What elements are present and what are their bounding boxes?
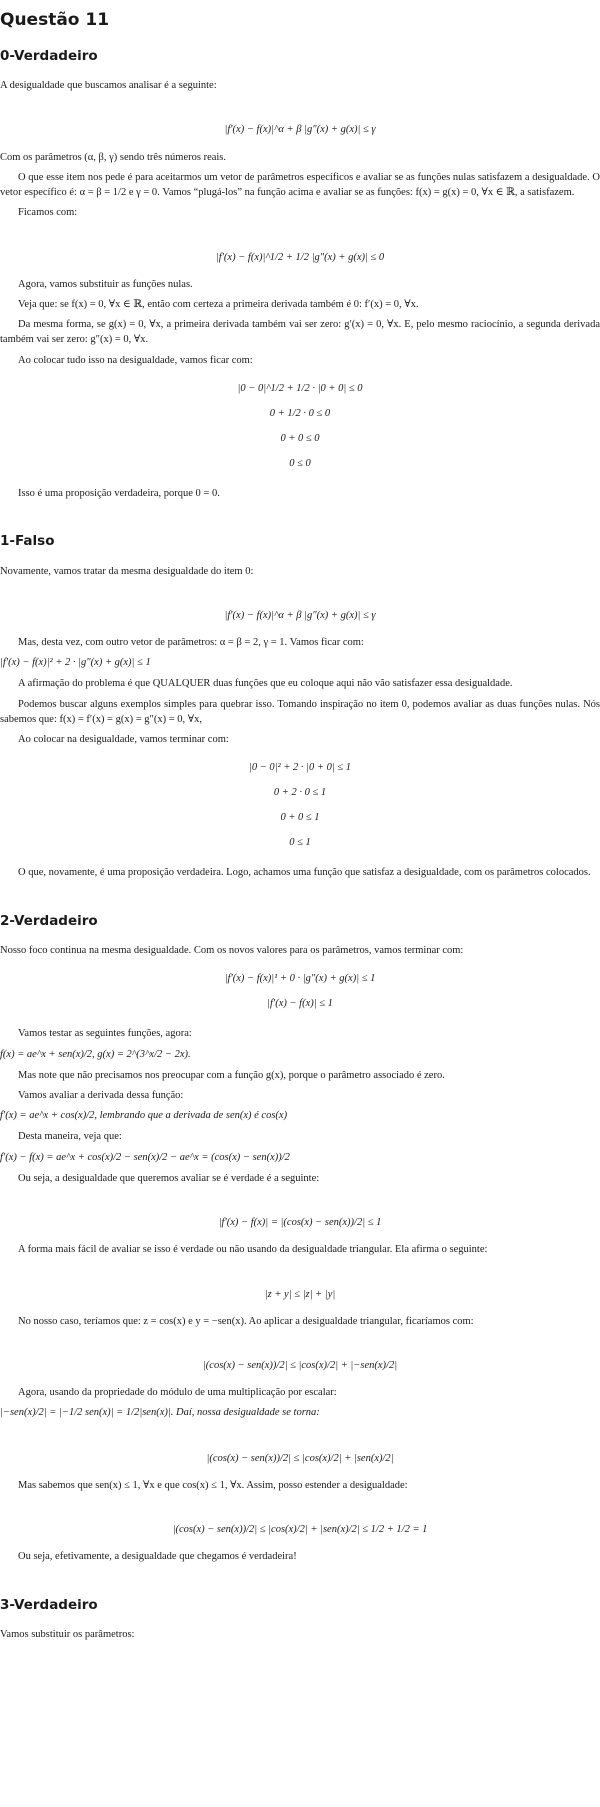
paragraph: Ao colocar na desigualdade, vamos terminar com:: [18, 734, 229, 746]
equation: f′(x) = ae^x + cos(x)/2, lembrando que a derivada de sen(x) é cos(x): [0, 1110, 288, 1122]
paragraph: O que, novamente, é uma proposição verdadeira. Logo, achamos uma função que satisfaz a desigualdade, com os parâmetros colocados.: [18, 867, 591, 879]
page-title: Questão 11: [0, 10, 110, 30]
equation-block: [0, 755, 600, 855]
paragraph: Vamos substituir os parâmetros:: [0, 1629, 135, 1641]
section-heading-2: 2-Verdadeiro: [0, 912, 98, 929]
paragraph: Da mesma forma, se g(x) = 0, ∀x, a primeira derivada também vai ser zero: g′(x) = 0, ∀x. E, pelo mesmo raciocínio, a segunda derivada também vai ser zero: g″(x) = 0, ∀x.: [0, 319, 600, 346]
section-heading-1: 1-Falso: [0, 533, 55, 550]
equation-line: 0 + 0 ≤ 0: [280, 432, 320, 444]
paragraph: Agora, usando da propriedade do módulo de uma multiplicação por escalar:: [18, 1387, 337, 1399]
equation: |f′(x) − f(x)|^α + β |g″(x) + g(x)| ≤ γ: [224, 609, 376, 621]
paragraph: Vamos testar as seguintes funções, agora:: [18, 1028, 192, 1040]
paragraph: Mas note que não precisamos nos preocupar com a função g(x), porque o parâmetro associado é zero.: [18, 1069, 445, 1081]
equation: f′(x) − f(x) = ae^x + cos(x)/2 − sen(x)/2 − ae^x = (cos(x) − sen(x))/2: [0, 1151, 290, 1163]
paragraph: No nosso caso, teríamos que: z = cos(x) e y = −sen(x). Ao aplicar a desigualdade triangular, ficaríamos com:: [18, 1315, 474, 1327]
equation-line: 0 ≤ 0: [289, 457, 311, 469]
paragraph: Nosso foco continua na mesma desigualdade. Com os novos valores para os parâmetros, vamos terminar com:: [0, 945, 464, 957]
equation-line: 0 ≤ 1: [289, 837, 311, 849]
paragraph: Mas sabemos que sen(x) ≤ 1, ∀x e que cos(x) ≤ 1, ∀x. Assim, posso estender a desigualdade:: [18, 1479, 408, 1491]
paragraph: Novamente, vamos tratar da mesma desigualdade do item 0:: [0, 565, 254, 577]
paragraph: Podemos buscar alguns exemplos simples para quebrar isso. Tomando inspiração no item 0, podemos avaliar as duas funções nulas. Nós sabemos que: f(x) = f′(x) = g(x) = g″(x) = 0, ∀x,: [0, 698, 600, 725]
equation: |z + y| ≤ |z| + |y|: [264, 1288, 336, 1300]
paragraph: Ou seja, efetivamente, a desigualdade que chegamos é verdadeira!: [18, 1551, 297, 1563]
paragraph: A desigualdade que buscamos analisar é a seguinte:: [0, 80, 217, 92]
paragraph: Ficamos com:: [18, 207, 78, 219]
equation-line: 0 + 1/2 · 0 ≤ 0: [269, 407, 331, 419]
paragraph: Desta maneira, veja que:: [18, 1131, 122, 1143]
paragraph: Isso é uma proposição verdadeira, porque 0 = 0.: [18, 487, 220, 499]
paragraph: O que esse item nos pede é para aceitarmos um vetor de parâmetros específicos e avaliar se as funções nulas satisfazem a desigualdade. O vetor específico é: α = β = 1/2 e γ = 0. Vamos “plugá-los” na função acima e avaliar se as funções: f(x) = g(x) = 0, ∀x ∈ ℝ, a satisfazem.: [0, 171, 600, 199]
equation: |−sen(x)/2| = |−1/2 sen(x)| = 1/2|sen(x)|. Daí, nossa desigualdade se torna:: [0, 1407, 320, 1419]
equation-line: |f′(x) − f(x)| ≤ 1: [267, 998, 333, 1010]
paragraph: Ou seja, a desigualdade que queremos avaliar se é verdade é a seguinte:: [18, 1172, 320, 1184]
equation: |f′(x) − f(x)|² + 2 · |g″(x) + g(x)| ≤ 1: [0, 657, 151, 669]
equation-block: [0, 376, 600, 476]
equation-line: |f′(x) − f(x)|¹ + 0 · |g″(x) + g(x)| ≤ 1: [224, 973, 376, 985]
equation-line: 0 + 2 · 0 ≤ 1: [273, 787, 327, 799]
section-heading-3: 3-Verdadeiro: [0, 1596, 98, 1613]
equation: |(cos(x) − sen(x))/2| ≤ |cos(x)/2| + |sen(x)/2|: [206, 1452, 394, 1464]
paragraph: A afirmação do problema é que QUALQUER duas funções que eu coloque aqui não vão satisfazer essa desigualdade.: [18, 678, 513, 690]
equation-line: 0 + 0 ≤ 1: [280, 812, 320, 824]
equation-line: |0 − 0|² + 2 · |0 + 0| ≤ 1: [248, 762, 352, 774]
paragraph: Mas, desta vez, com outro vetor de parâmetros: α = β = 2, γ = 1. Vamos ficar com:: [18, 637, 364, 649]
paragraph: Com os parâmetros (α, β, γ) sendo três números reais.: [0, 151, 227, 163]
paragraph: Agora, vamos substituir as funções nulas.: [18, 278, 193, 290]
equation: |(cos(x) − sen(x))/2| ≤ |cos(x)/2| + |sen(x)/2| ≤ 1/2 + 1/2 = 1: [172, 1524, 428, 1536]
paragraph: Ao colocar tudo isso na desigualdade, vamos ficar com:: [18, 354, 253, 366]
equation-block: [0, 966, 600, 1016]
paragraph: A forma mais fácil de avaliar se isso é verdade ou não usando da desigualdade triangular. Ela afirma o seguinte:: [18, 1244, 488, 1256]
equation: |f′(x) − f(x)|^1/2 + 1/2 |g″(x) + g(x)| ≤ 0: [215, 251, 385, 263]
paragraph: Vamos avaliar a derivada dessa função:: [18, 1090, 184, 1102]
paragraph: Veja que: se f(x) = 0, ∀x ∈ ℝ, então com certeza a primeira derivada também é 0: f′(x) = 0, ∀x.: [18, 298, 419, 310]
equation: f(x) = ae^x + sen(x)/2, g(x) = 2^(3^x/2 − 2x).: [0, 1048, 191, 1060]
equation: |(cos(x) − sen(x))/2| ≤ |cos(x)/2| + |−sen(x)/2|: [202, 1359, 398, 1371]
equation: |f′(x) − f(x)|^α + β |g″(x) + g(x)| ≤ γ: [224, 124, 376, 136]
section-heading-0: 0-Verdadeiro: [0, 47, 98, 64]
equation: |f′(x) − f(x)| = |(cos(x) − sen(x))/2| ≤ 1: [218, 1217, 382, 1229]
equation-line: |0 − 0|^1/2 + 1/2 · |0 + 0| ≤ 0: [237, 382, 363, 394]
